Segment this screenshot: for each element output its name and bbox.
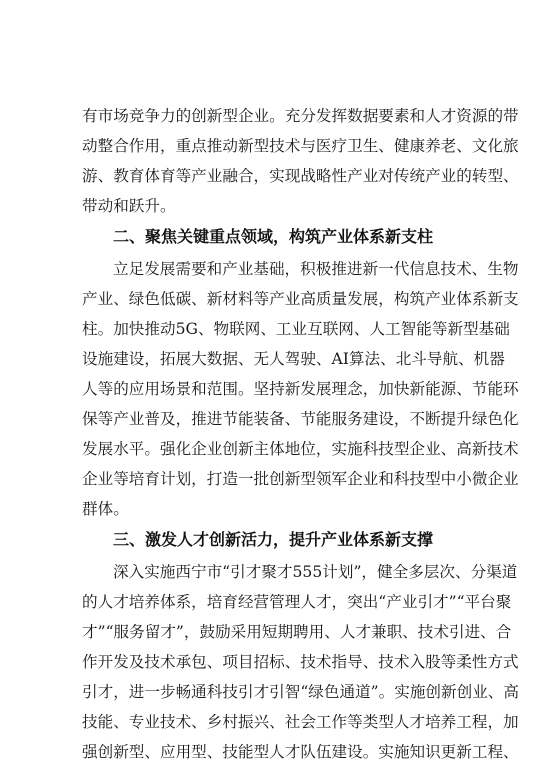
- paragraph-line: 有市场竞争力的创新型企业。充分发挥数据要素和人才资源的带: [82, 107, 519, 125]
- paragraph-line: 柱。加快推动5G、物联网、工业互联网、人工智能等新型基础: [82, 320, 510, 338]
- paragraph-line: 企业等培育计划，打造一批创新型领军企业和科技型中小微企业: [82, 470, 519, 488]
- paragraph-line: 的人才培养体系，培育经营管理人才，突出“产业引才”“平台聚: [82, 593, 512, 611]
- paragraph-line: 立足发展需要和产业基础，积极推进新一代信息技术、生物: [113, 260, 519, 278]
- paragraph-line: 发展水平。强化企业创新主体地位，实施科技型企业、高新技术: [82, 440, 519, 458]
- paragraph-line: 才”“服务留才”，鼓励采用短期聘用、人才兼职、技术引进、合: [82, 623, 512, 641]
- paragraph-line: 动整合作用，重点推动新型技术与医疗卫生、健康养老、文化旅: [82, 137, 519, 155]
- paragraph-line: 保等产业普及，推进节能装备、节能服务建设，不断提升绿色化: [82, 410, 519, 428]
- paragraph-line: 作开发及技术承包、项目招标、技术指导、技术入股等柔性方式: [82, 653, 519, 671]
- paragraph-line: 群体。: [82, 500, 129, 518]
- section-heading: 二、聚焦关键重点领域，构筑产业体系新支柱: [113, 227, 434, 246]
- paragraph-line: 游、教育体育等产业融合，实现战略性产业对传统产业的转型、: [82, 167, 519, 185]
- paragraph-line: 产业、绿色低碳、新材料等产业高质量发展，构筑产业体系新支: [82, 290, 519, 308]
- paragraph-line: 人等的应用场景和范围。坚持新发展理念，加快新能源、节能环: [82, 380, 519, 398]
- paragraph-line: 带动和跃升。: [82, 197, 176, 215]
- paragraph-line: 强创新型、应用型、技能型人才队伍建设。实施知识更新工程、: [82, 743, 519, 761]
- section-heading: 三、激发人才创新活力，提升产业体系新支撑: [113, 530, 434, 549]
- paragraph-line: 引才，进一步畅通科技引才引智“绿色通道”。实施创新创业、高: [82, 683, 519, 701]
- paragraph-line: 深入实施西宁市“引才聚才555计划”，健全多层次、分渠道: [113, 563, 518, 581]
- paragraph-line: 技能、专业技术、乡村振兴、社会工作等类型人才培养工程，加: [82, 713, 519, 731]
- paragraph-line: 设施建设，拓展大数据、无人驾驶、AI算法、北斗导航、机器: [82, 350, 505, 368]
